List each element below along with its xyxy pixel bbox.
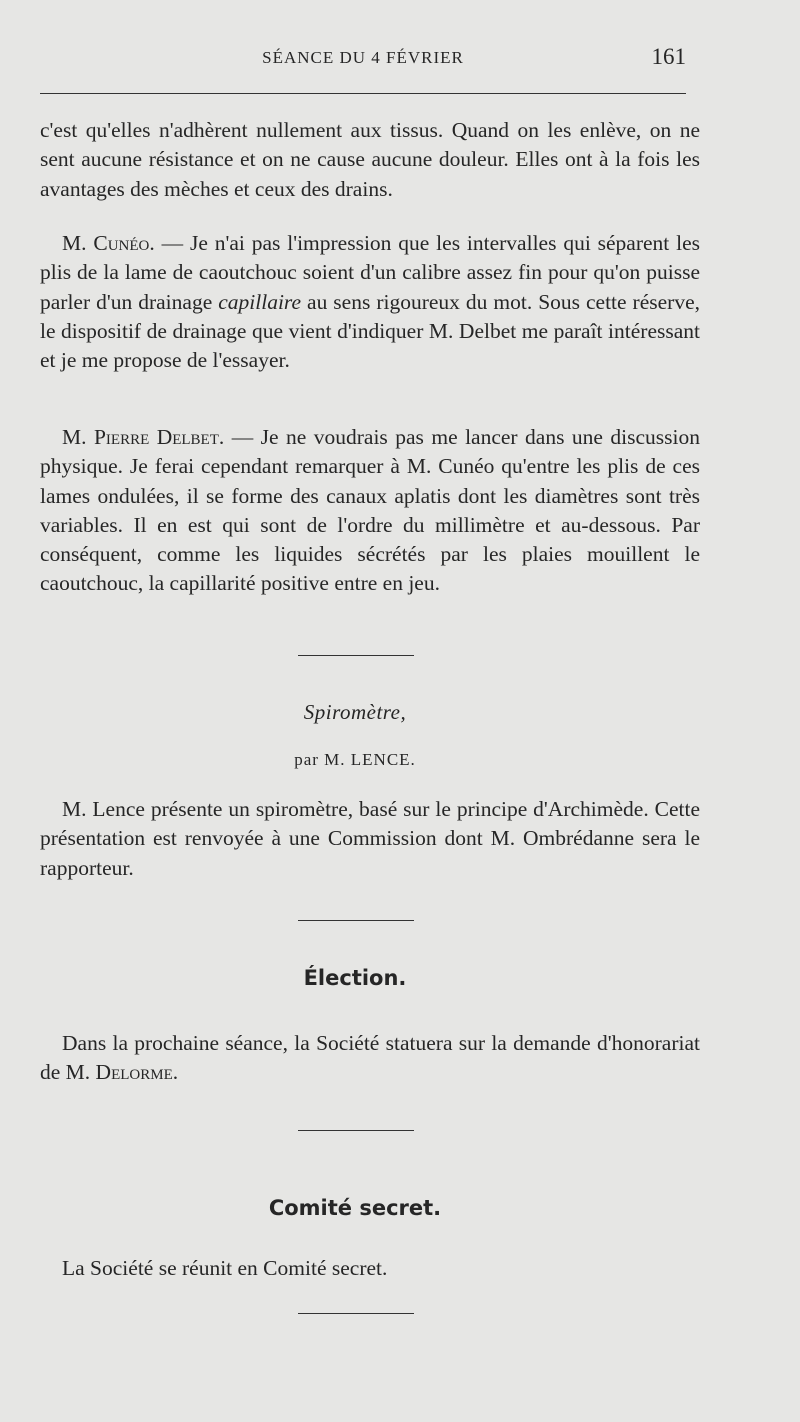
speaker-name-cuneo: Cunéo [93,231,150,255]
section-separator [298,1313,414,1314]
name-delorme: Delorme [95,1060,173,1085]
paragraph-delbet [40,423,700,599]
paragraph-comite [40,1254,700,1283]
section-title-comite: Comité secret. [268,1196,442,1220]
page-number: 161 [651,44,686,69]
section-title-spirometre: Spiromètre, [303,700,407,724]
section-title-election: Élection. [303,966,407,990]
paragraph-continuation: c'est qu'elles n'adhèrent nullement aux tissus. Quand on les enlève, on ne sent aucune résistance et on ne cause aucune douleur. Elles ont à la fois les avantages des mèches et ceux des drains. [40,118,700,201]
speaker-prefix: M. [62,425,94,449]
running-title: SÉANCE DU 4 FÉVRIER [262,48,464,67]
paragraph-text: . — Je ne voudrais pas me lancer dans une discussion physique. Je ferai cependant remarquer à M. Cunéo qu'entre les plis de ces lames ondulées, il se forme des canaux aplatis dont les diamètres sont très variables. Il en est qui sont de l'ordre du millimètre et au-dessous. Par conséquent, comme les liquides sécrétés par les plaies mouillent le caoutchouc, la capillarité positive entre en jeu. [40,425,700,596]
paragraph-text: M. Lence présente un spiromètre, basé sur le principe d'Archimède. Cette présentation est renvoyée à une Commission dont M. Ombrédanne sera le rapporteur. [40,797,700,880]
speaker-prefix: M. [62,231,94,255]
paragraph-text: . — Je n'ai pas l'impression que les intervalles qui séparent les plis de la lame de caoutchouc soient d'un calibre assez fin pour qu'on puisse parler d'un drainage [40,231,701,314]
header-rule [40,93,686,94]
section-author: par M. LENCE. [294,750,416,769]
paragraph-text: La Société se réunit en Comité secret. [62,1256,388,1280]
speaker-name-delbet: Pierre Delbet [93,425,219,449]
paragraph-text: au sens rigoureux du mot. Sous cette réserve, le dispositif de drainage que vient d'indiquer M. Delbet me paraît intéressant et je me propose de l'essayer. [40,289,700,373]
italic-term: capillaire [218,289,302,314]
paragraph-text: Dans la prochaine séance, la Société statuera sur la demande d'honorariat de M. [40,1031,700,1085]
section-separator [298,655,414,656]
page-header [40,44,686,78]
paragraph-election: Dans la prochaine séance, la Société statuera sur la demande d'honorariat de M. Delorme. [40,1031,700,1085]
section-separator [298,1130,414,1131]
paragraph-spirometre [40,795,700,883]
paragraph-cuneo [40,229,700,375]
section-separator [298,920,414,921]
